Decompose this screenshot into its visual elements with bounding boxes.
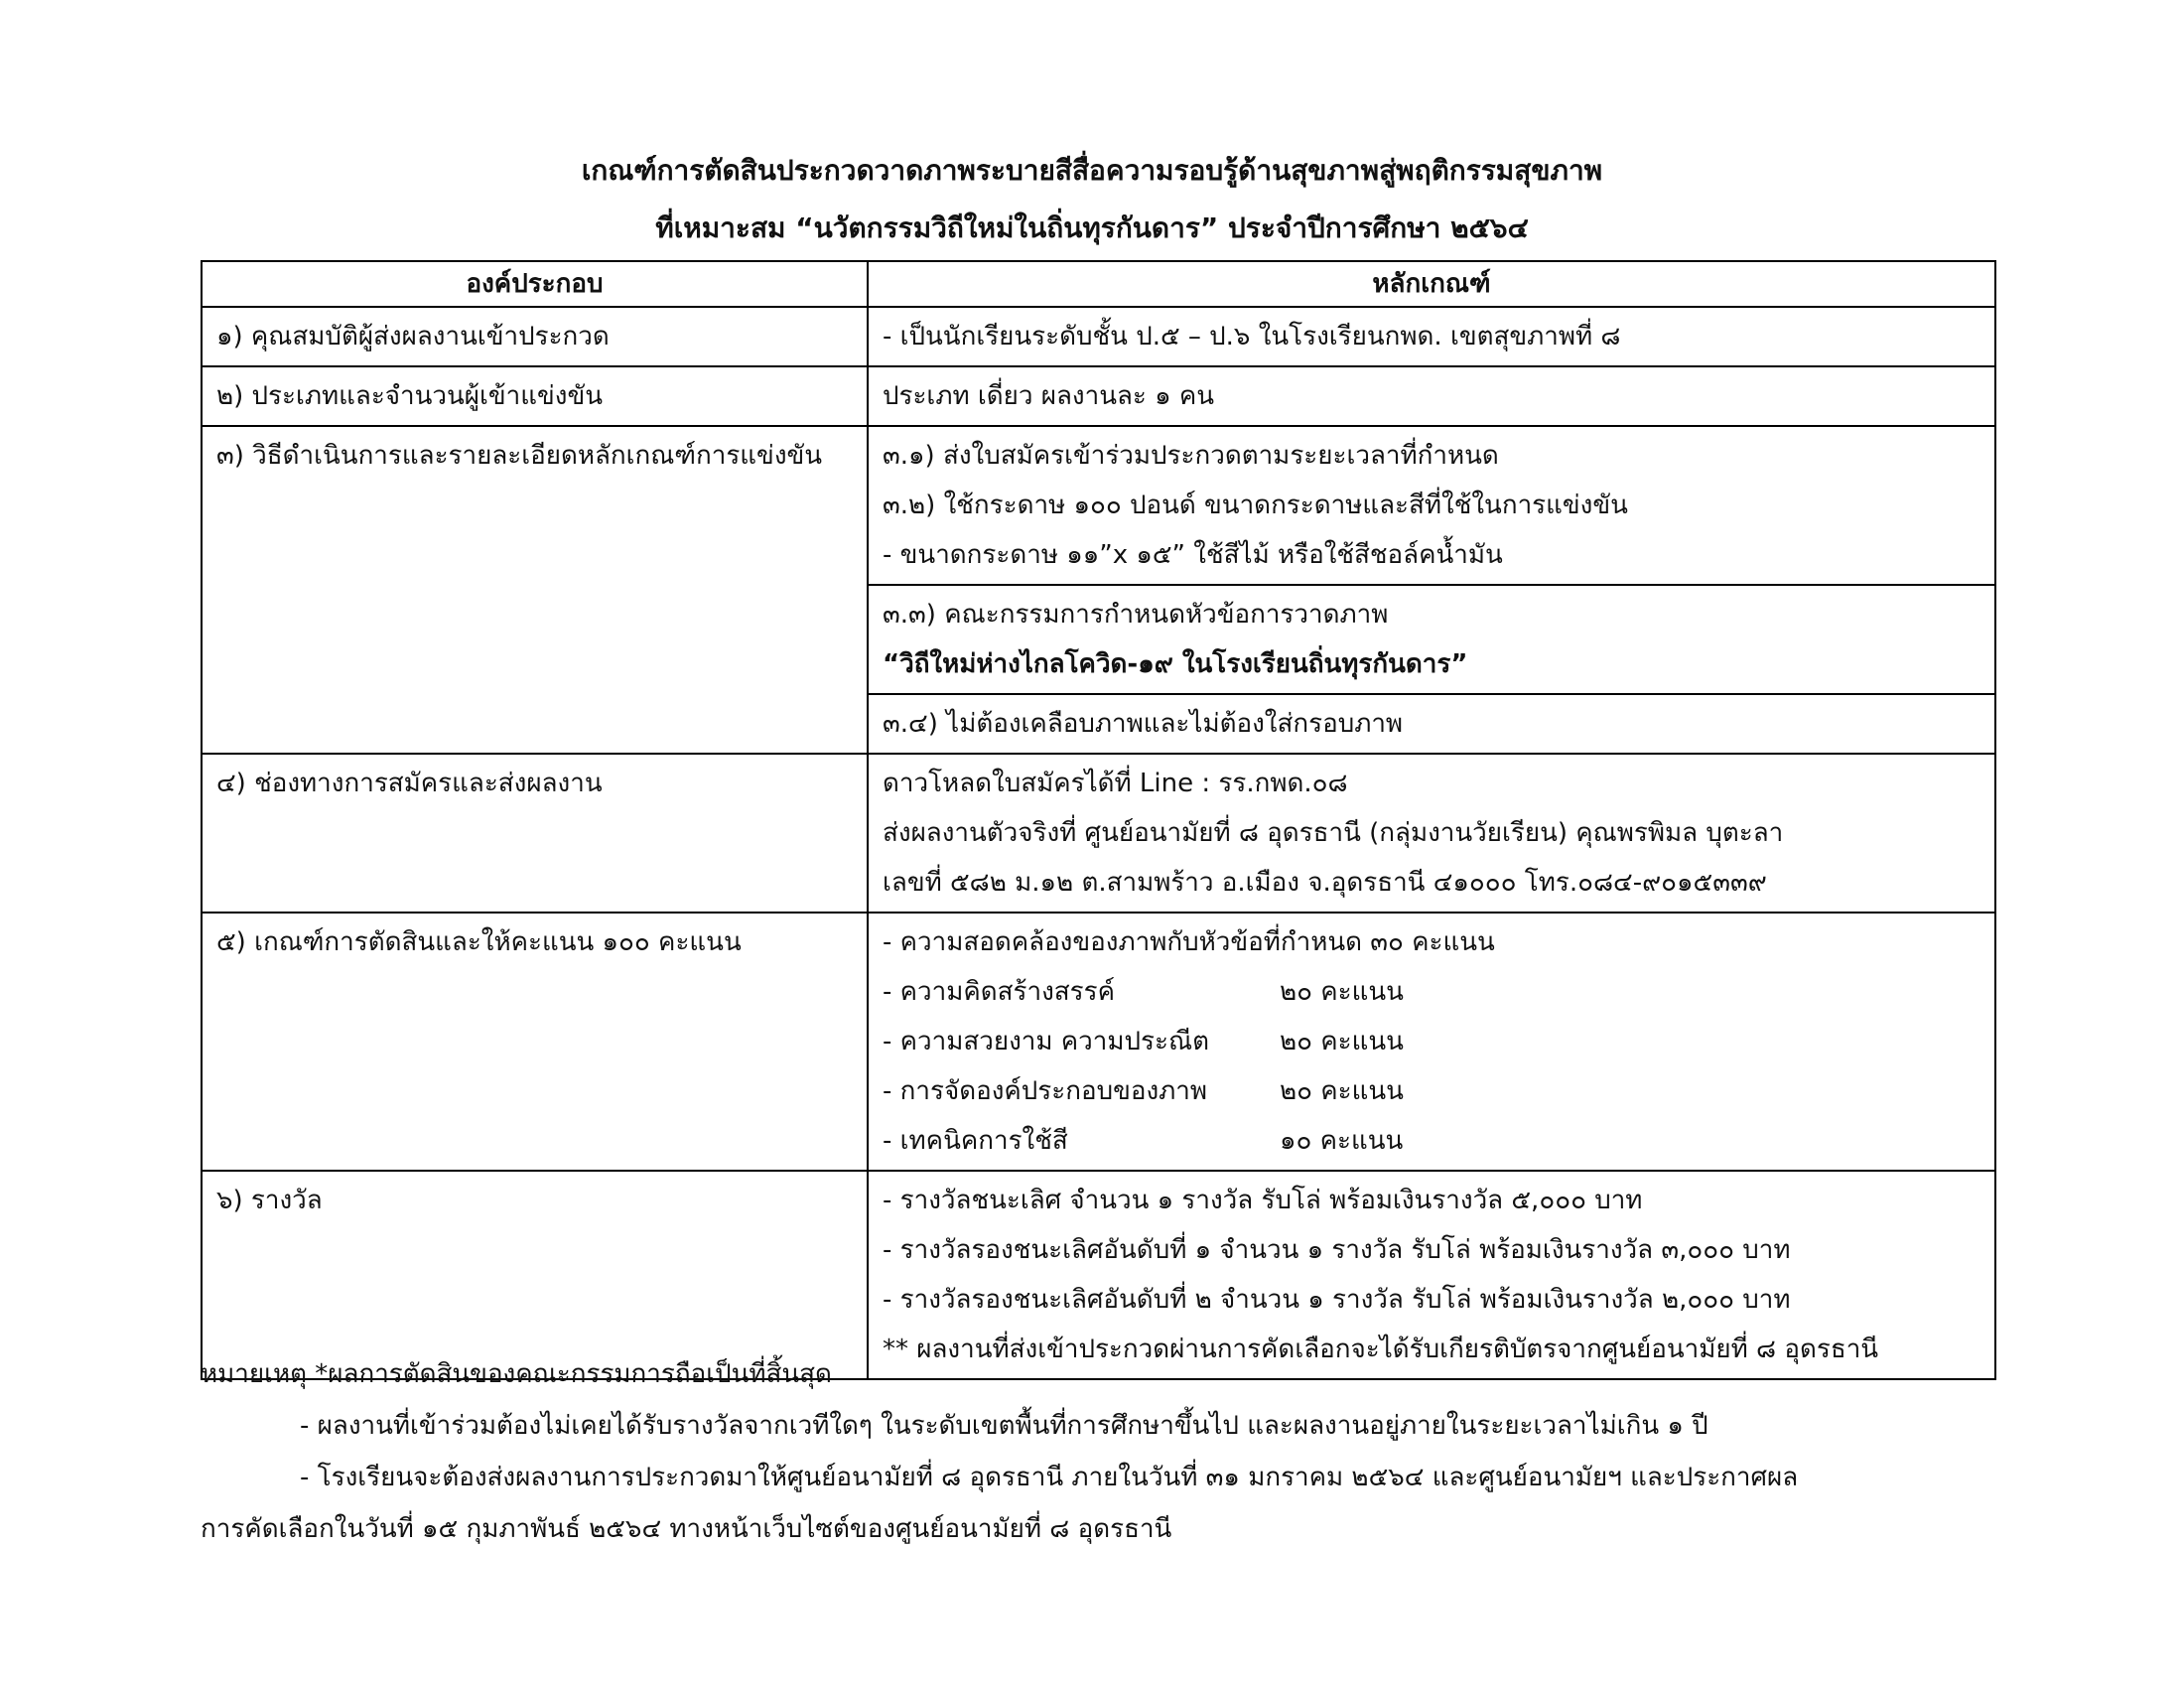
row-content: ประเภท เดี่ยว ผลงานละ ๑ คน xyxy=(868,366,1995,426)
table-row xyxy=(202,366,1995,426)
content-line: ** ผลงานที่ส่งเข้าประกวดผ่านการคัดเลือกจะได้รับเกียรติบัตรจากศูนย์อนามัยที่ ๘ อุดรธานี xyxy=(883,1335,1879,1364)
table-row xyxy=(202,913,1995,1171)
content-line: ๓.๓) คณะกรรมการกำหนดหัวข้อการวาดภาพ xyxy=(883,600,1389,630)
row-content: - เป็นนักเรียนระดับชั้น ป.๕ – ป.๖ ในโรงเรียนกพด. เขตสุขภาพที่ ๘ xyxy=(868,307,1995,366)
score-name: - ความคิดสร้างสรรค์ xyxy=(883,977,1115,1007)
note-line: การคัดเลือกในวันที่ ๑๕ กุมภาพันธ์ ๒๕๖๔ ทางหน้าเว็บไซต์ของศูนย์อนามัยที่ ๘ อุดรธานี xyxy=(201,1514,1172,1544)
header-component: องค์ประกอบ xyxy=(202,261,868,307)
score-item xyxy=(883,1116,1980,1166)
row-label: ๖) รางวัล xyxy=(202,1171,868,1379)
note-heading: หมายเหตุ *ผลการตัดสินของคณะกรรมการถือเป็นที่สิ้นสุด xyxy=(201,1359,832,1389)
content-line: - ความสอดคล้องของภาพกับหัวข้อที่กำหนด ๓๐ คะแนน xyxy=(883,927,1495,957)
content-line: ๓.๒) ใช้กระดาษ ๑๐๐ ปอนด์ ขนาดกระดาษและสีที่ใช้ในการแข่งขัน xyxy=(883,491,1628,520)
row-label: ๕) เกณฑ์การตัดสินและให้คะแนน ๑๐๐ คะแนน xyxy=(202,913,868,1171)
header-criteria: หลักเกณฑ์ xyxy=(868,261,1995,307)
score-value: ๒๐ คะแนน xyxy=(1280,1076,1404,1106)
score-item xyxy=(883,967,1980,1017)
document-title-line2: ที่เหมาะสม “นวัตกรรมวิถีใหม่ในถิ่นทุรกันดาร” ประจำปีการศึกษา ๒๕๖๔ xyxy=(655,211,1529,244)
row-label: ๔) ช่องทางการสมัครและส่งผลงาน xyxy=(202,754,868,913)
note-line: - ผลงานที่เข้าร่วมต้องไม่เคยได้รับรางวัลจากเวทีใดๆ ในระดับเขตพื้นที่การศึกษาขึ้นไป และผลงานอยู่ภายในระยะเวลาไม่เกิน ๑ ปี xyxy=(300,1411,1708,1441)
content-line: - รางวัลรองชนะเลิศอันดับที่ ๑ จำนวน ๑ รางวัล รับโล่ พร้อมเงินรางวัล ๓,๐๐๐ บาท xyxy=(883,1235,1791,1265)
table-row xyxy=(202,426,1995,585)
row-content: ๓.๔) ไม่ต้องเคลือบภาพและไม่ต้องใส่กรอบภาพ xyxy=(868,694,1995,754)
row-content xyxy=(868,754,1995,913)
content-line: - ขนาดกระดาษ ๑๑”x ๑๕” ใช้สีไม้ หรือใช้สีชอล์คน้ำมัน xyxy=(883,540,1503,570)
content-line: เลขที่ ๕๘๒ ม.๑๒ ต.สามพร้าว อ.เมือง จ.อุดรธานี ๔๑๐๐๐ โทร.๐๘๔-๙๐๑๕๓๓๙ xyxy=(883,868,1767,898)
score-name: - การจัดองค์ประกอบของภาพ xyxy=(883,1076,1208,1106)
content-line: - รางวัลชนะเลิศ จำนวน ๑ รางวัล รับโล่ พร้อมเงินรางวัล ๕,๐๐๐ บาท xyxy=(883,1186,1643,1215)
score-value: ๑๐ คะแนน xyxy=(1280,1126,1404,1156)
score-item xyxy=(883,1066,1980,1116)
row-label: ๒) ประเภทและจำนวนผู้เข้าแข่งขัน xyxy=(202,366,868,426)
notes-section xyxy=(201,1348,1996,1555)
score-name: - ความสวยงาม ความประณีต xyxy=(883,1027,1209,1056)
content-line: ๓.๑) ส่งใบสมัครเข้าร่วมประกวดตามระยะเวลาที่กำหนด xyxy=(883,441,1499,471)
drawing-topic: “วิถีใหม่ห่างไกลโควิด-๑๙ ในโรงเรียนถิ่นทุรกันดาร” xyxy=(883,649,1468,679)
note-line: - โรงเรียนจะต้องส่งผลงานการประกวดมาให้ศูนย์อนามัยที่ ๘ อุดรธานี ภายในวันที่ ๓๑ มกราคม ๒๕๖๔ และศูนย์อนามัยฯ และประกาศผล xyxy=(300,1463,1799,1492)
table-row xyxy=(202,754,1995,913)
row-label: ๓) วิธีดำเนินการและรายละเอียดหลักเกณฑ์การแข่งขัน xyxy=(202,426,868,754)
score-item xyxy=(883,1017,1980,1066)
content-line: ส่งผลงานตัวจริงที่ ศูนย์อนามัยที่ ๘ อุดรธานี (กลุ่มงานวัยเรียน) คุณพรพิมล บุตะลา xyxy=(883,818,1784,848)
row-content xyxy=(868,585,1995,694)
criteria-table xyxy=(201,260,1996,1380)
row-content xyxy=(868,426,1995,585)
score-value: ๒๐ คะแนน xyxy=(1280,1027,1404,1056)
score-name: - เทคนิคการใช้สี xyxy=(883,1126,1068,1156)
content-line: - รางวัลรองชนะเลิศอันดับที่ ๒ จำนวน ๑ รางวัล รับโล่ พร้อมเงินรางวัล ๒,๐๐๐ บาท xyxy=(883,1285,1791,1315)
document-title-line1: เกณฑ์การตัดสินประกวดวาดภาพระบายสีสื่อความรอบรู้ด้านสุขภาพสู่พฤติกรรมสุขภาพ xyxy=(581,154,1603,187)
table-row xyxy=(202,307,1995,366)
score-value: ๒๐ คะแนน xyxy=(1280,977,1404,1007)
row-label: ๑) คุณสมบัติผู้ส่งผลงานเข้าประกวด xyxy=(202,307,868,366)
table-header-row xyxy=(202,261,1995,307)
row-content xyxy=(868,913,1995,1171)
content-line: ดาวโหลดใบสมัครได้ที่ Line : รร.กพด.๐๘ xyxy=(883,769,1348,798)
